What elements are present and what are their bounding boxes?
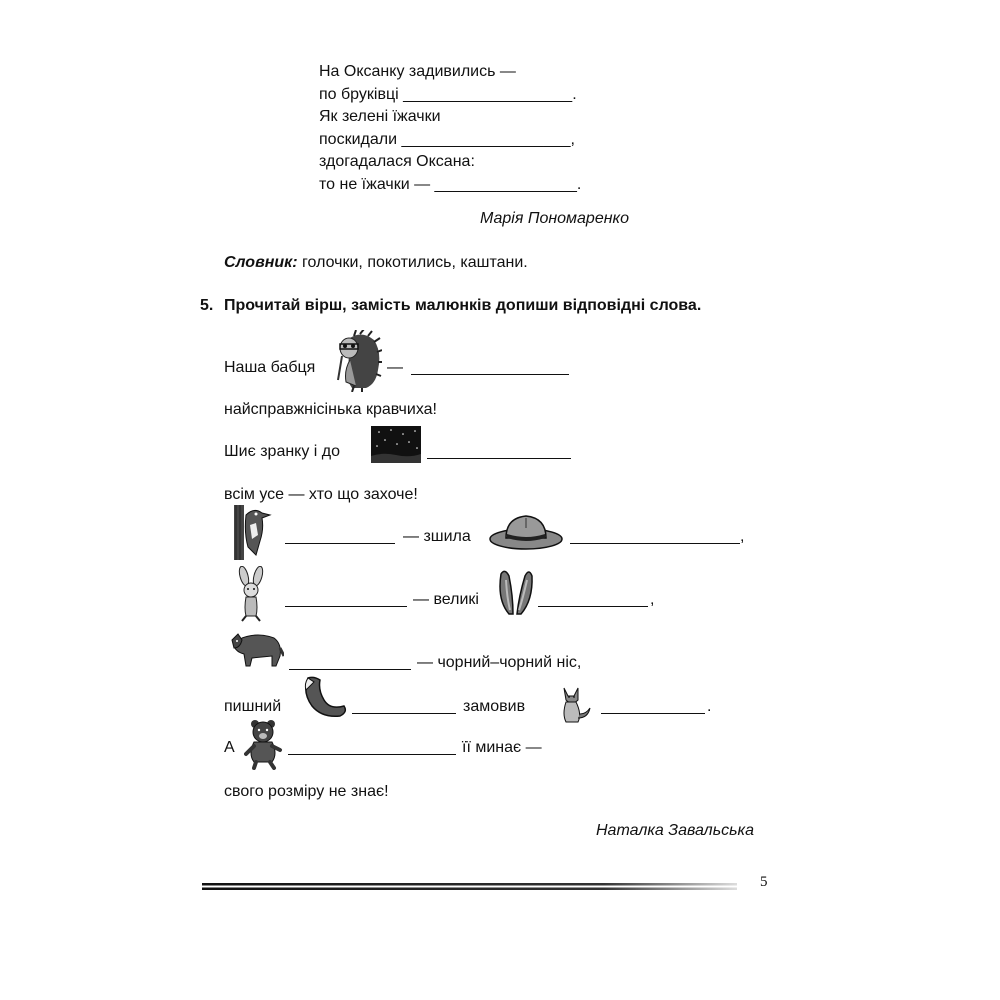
dictionary-label: Словник: bbox=[224, 254, 298, 271]
poem-line bbox=[319, 85, 581, 108]
punct: , bbox=[650, 591, 655, 608]
answer-blank[interactable] bbox=[285, 529, 395, 544]
verse-line-10: свого розміру не знає! bbox=[224, 783, 389, 800]
punct: . bbox=[707, 698, 712, 715]
wolf-icon bbox=[228, 630, 284, 668]
verse-line-1 bbox=[224, 358, 315, 378]
poem-block bbox=[319, 62, 581, 197]
poem-author: Марія Пономаренко bbox=[480, 210, 629, 227]
hare-icon bbox=[234, 566, 268, 622]
punct: . bbox=[576, 175, 582, 193]
dictionary-line bbox=[224, 253, 528, 273]
answer-blank[interactable] bbox=[411, 360, 569, 375]
answer-blank[interactable] bbox=[570, 529, 740, 544]
task-number: 5. bbox=[200, 297, 214, 314]
hedgehog-grandma-icon bbox=[332, 330, 382, 392]
answer-blank[interactable] bbox=[427, 444, 571, 459]
verse-text: її минає — bbox=[462, 739, 542, 756]
hat-icon bbox=[488, 512, 564, 552]
answer-blank[interactable] bbox=[289, 655, 411, 670]
answer-blank[interactable] bbox=[601, 699, 705, 714]
verse-line-4: всім усе — хто що захоче! bbox=[224, 486, 418, 503]
poem-line-text: по бруківці bbox=[319, 85, 404, 103]
dictionary-words: голочки, покотились, каштани. bbox=[297, 254, 528, 271]
dash: — bbox=[387, 359, 403, 376]
answer-blank[interactable] bbox=[288, 740, 456, 755]
poem-line-text: На Оксанку задивились — bbox=[319, 63, 516, 80]
poem-line bbox=[319, 107, 581, 130]
answer-blank[interactable] bbox=[538, 592, 648, 607]
verse-line-7: — чорний–чорний ніс, bbox=[417, 654, 582, 671]
answer-blank[interactable] bbox=[285, 592, 407, 607]
answer-blank[interactable] bbox=[352, 699, 456, 714]
poem-line bbox=[319, 175, 581, 198]
verse-text: — великі bbox=[413, 591, 479, 608]
verse-author: Наталка Завальська bbox=[596, 822, 754, 839]
fox-tail-icon bbox=[300, 676, 348, 720]
rabbit-ears-icon bbox=[495, 570, 535, 616]
fox-icon bbox=[556, 684, 592, 724]
verse-text: замовив bbox=[463, 698, 526, 715]
poem-line-text: поскидали bbox=[319, 130, 402, 148]
poem-line-text: здогадалася Оксана: bbox=[319, 153, 475, 170]
answer-blank[interactable]: ________________ bbox=[434, 175, 577, 193]
page-footer-rule bbox=[202, 883, 737, 891]
bear-cub-icon bbox=[244, 718, 284, 770]
verse-text: пишний bbox=[224, 698, 282, 715]
verse-text: Наша бабця bbox=[224, 359, 316, 376]
punct: . bbox=[572, 85, 577, 103]
punct: , bbox=[740, 528, 745, 545]
night-sky-icon bbox=[371, 426, 421, 463]
answer-blank[interactable]: ___________________ bbox=[401, 130, 571, 148]
poem-line bbox=[319, 62, 581, 85]
task-text: Прочитай вірш, замість малюнків допиши відповідні слова. bbox=[224, 297, 702, 314]
woodpecker-icon bbox=[234, 505, 274, 560]
poem-line-text: Як зелені їжачки bbox=[319, 108, 441, 125]
answer-blank[interactable]: ___________________ bbox=[403, 85, 573, 103]
poem-line-text: то не їжачки — bbox=[319, 175, 435, 193]
punct: , bbox=[570, 130, 575, 148]
poem-line bbox=[319, 130, 581, 153]
poem-line bbox=[319, 152, 581, 175]
verse-text: А bbox=[224, 739, 235, 756]
task-heading bbox=[200, 294, 760, 344]
verse-line-2: найсправжнісінька кравчиха! bbox=[224, 401, 437, 418]
verse-text: — зшила bbox=[403, 528, 471, 545]
page-number: 5 bbox=[760, 874, 768, 890]
verse-line-3: Шиє зранку і до bbox=[224, 443, 341, 460]
